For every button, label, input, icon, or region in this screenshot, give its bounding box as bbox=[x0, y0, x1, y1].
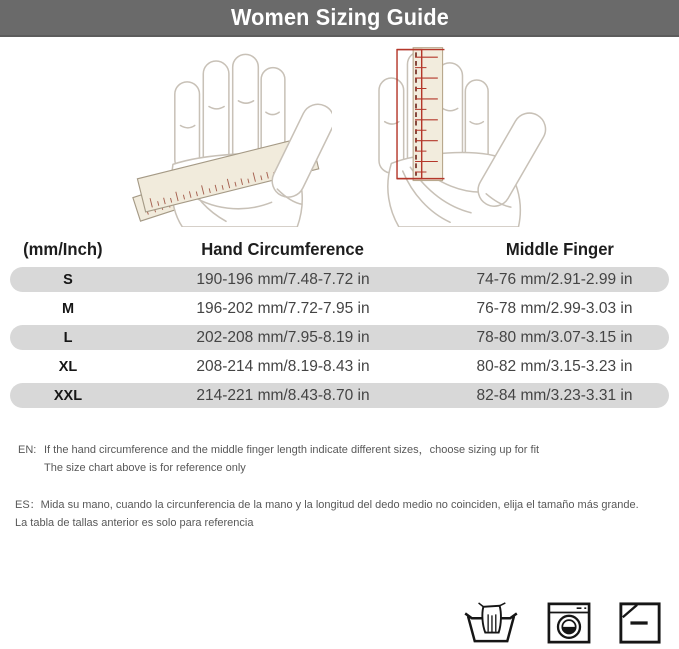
size-label: XL bbox=[58, 358, 78, 375]
column-header-finger: Middle Finger bbox=[505, 238, 614, 259]
hand-value: 196-202 mm/7.72-7.95 in bbox=[196, 299, 370, 317]
size-label: M bbox=[61, 300, 75, 317]
note-en-line1: If the hand circumference and the middle finger length indicate different sizes，choose sizing up for fit bbox=[44, 444, 540, 456]
note-en-line2: The size chart above is for reference only bbox=[44, 461, 246, 474]
column-header-hand: Hand Circumference bbox=[201, 238, 365, 259]
table-header-row bbox=[0, 235, 679, 263]
note-es-line2: La tabla de tallas anterior es solo para referencia bbox=[15, 516, 254, 529]
table-body bbox=[0, 267, 679, 408]
finger-value: 80-82 mm/3.15-3.23 in bbox=[476, 357, 633, 375]
middle-finger-illustration bbox=[348, 42, 558, 227]
table-row-l bbox=[10, 325, 669, 350]
measurement-illustrations bbox=[0, 37, 679, 227]
hand-circumference-illustration bbox=[122, 42, 332, 227]
table-row-m bbox=[10, 296, 669, 321]
hand-value: 190-196 mm/7.48-7.72 in bbox=[196, 270, 370, 288]
table-row-xl bbox=[10, 354, 669, 379]
page-title: Women Sizing Guide bbox=[230, 4, 449, 30]
table-row-s bbox=[10, 267, 669, 292]
hand-wash-icon bbox=[462, 601, 520, 645]
hand-value: 214-221 mm/8.43-8.70 in bbox=[196, 386, 370, 404]
hand-value: 208-214 mm/8.19-8.43 in bbox=[196, 357, 370, 375]
hand-value: 202-208 mm/7.95-8.19 in bbox=[196, 328, 370, 346]
dry-flat-in-shade-icon bbox=[618, 601, 662, 645]
finger-value: 82-84 mm/3.23-3.31 in bbox=[476, 386, 633, 404]
table-row-xxl bbox=[10, 383, 669, 408]
note-english bbox=[18, 442, 679, 477]
finger-value: 78-80 mm/3.07-3.15 in bbox=[476, 328, 633, 346]
sizing-table bbox=[0, 235, 679, 408]
note-en-label: EN: bbox=[18, 444, 37, 456]
care-icons bbox=[462, 601, 662, 645]
note-spanish bbox=[15, 497, 679, 532]
column-header-unit: (mm/Inch) bbox=[23, 238, 103, 259]
note-es-line1: ES：Mida su mano, cuando la circunferencia de la mano y la longitud del dedo medio no coinciden, elija el tamaño más grande. bbox=[15, 499, 639, 512]
finger-value: 76-78 mm/2.99-3.03 in bbox=[476, 299, 633, 317]
title-bar bbox=[0, 0, 679, 37]
finger-value: 74-76 mm/2.91-2.99 in bbox=[476, 270, 633, 288]
size-label: S bbox=[63, 271, 73, 288]
size-label: XXL bbox=[53, 387, 83, 404]
size-label: L bbox=[63, 329, 73, 346]
machine-wash-icon bbox=[546, 601, 592, 645]
